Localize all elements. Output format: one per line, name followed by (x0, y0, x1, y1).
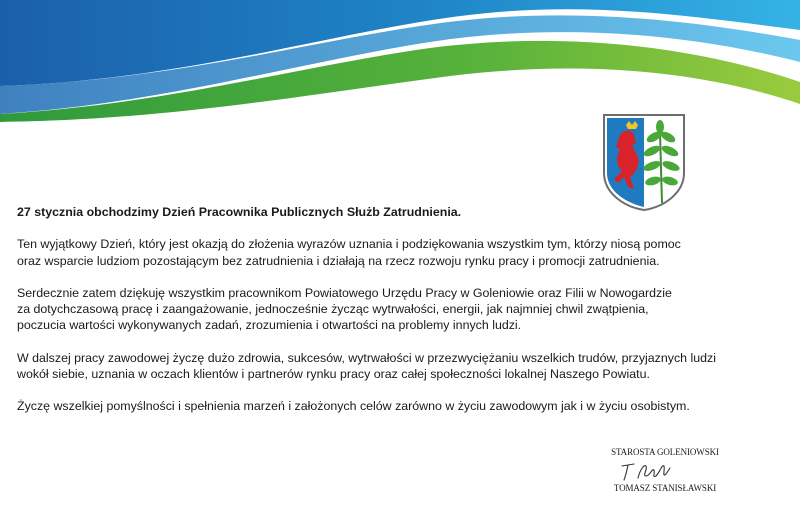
letter-paragraph-4 (17, 398, 792, 414)
signature-title: STAROSTA GOLENIOWSKI (611, 447, 719, 457)
text-line: W dalszej pracy zawodowej życzę dużo zdrowia, sukcesów, wytrwałości w przezwyciężaniu wszelkich trudów, przyjaznych ludzi (17, 350, 716, 365)
letter-heading: 27 stycznia obchodzimy Dzień Pracownika Publicznych Służb Zatrudnienia. (17, 205, 462, 219)
text-line: wokół siebie, uznania w oczach klientów i partnerów rynku pracy oraz całej społeczności lokalnej Naszego Powiatu. (17, 366, 650, 381)
handwritten-signature-icon (612, 456, 692, 484)
text-line: oraz wsparcie ludziom pozostającym bez zatrudnienia i działają na rzecz rozwoju rynku pracy i promocji zatrudnienia. (17, 253, 660, 268)
text-line: Życzę wszelkiej pomyślności i spełnienia marzeń i założonych celów zarówno w życiu zawodowym jak i w życiu osobistym. (17, 399, 690, 414)
wave-banner (0, 0, 800, 125)
letter-body (17, 204, 792, 431)
letter-paragraph-1 (17, 236, 792, 268)
county-coat-of-arms-icon (602, 113, 686, 211)
signature-name: TOMASZ STANISŁAWSKI (613, 483, 717, 493)
text-line: poczucia wartości wykonywanych zadań, zrozumienia i otwartości na problemy innych ludzi. (17, 318, 522, 333)
text-line: Serdecznie zatem dziękuję wszystkim pracownikom Powiatowego Urzędu Pracy w Goleniowie oraz Filii w Nowogardzie (17, 285, 672, 300)
text-line: za dotychczasową pracę i zaangażowanie, jednocześnie życząc wytrwałości, energii, jak najmniej chwil zwątpienia, (17, 302, 649, 317)
text-line: Ten wyjątkowy Dzień, który jest okazją do złożenia wyrazów uznania i podziękowania wszystkim tym, którzy niosą pomoc (17, 237, 681, 252)
letter-paragraph-3 (17, 350, 792, 382)
letter-paragraph-2 (17, 285, 792, 334)
